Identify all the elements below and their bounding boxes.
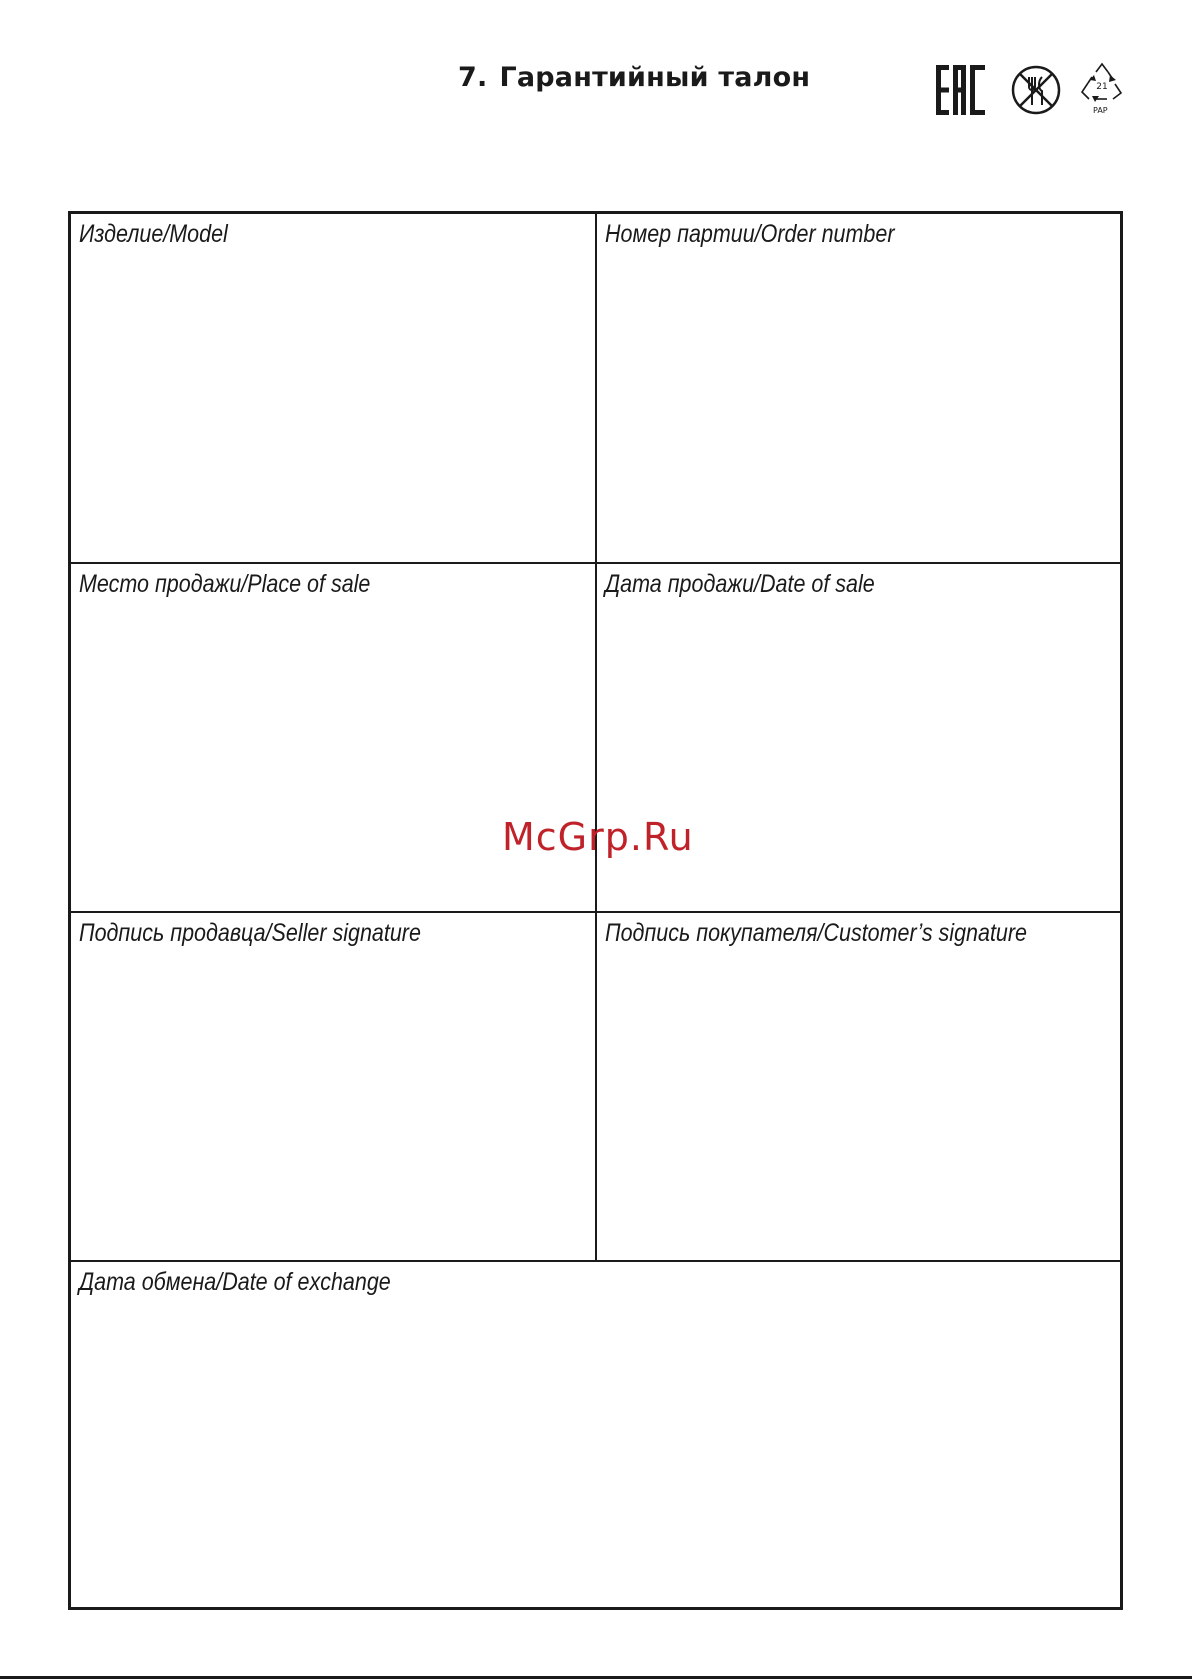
order-number-label: Номер партии/Order number [605, 220, 895, 248]
place-of-sale-label: Место продажи/Place of sale [79, 570, 371, 598]
order-number-field[interactable] [597, 214, 1120, 562]
date-of-exchange-field[interactable] [71, 1262, 1120, 1607]
customer-signature-label: Подпись покупателя/Customer’s signature [605, 919, 1028, 947]
warranty-card-form [68, 211, 1123, 1610]
not-food-contact-icon [1011, 65, 1061, 115]
date-of-sale-label: Дата продажи/Date of sale [605, 570, 875, 598]
model-field[interactable] [71, 214, 595, 562]
recycle-material-label: PAP [1093, 106, 1108, 115]
section-number: 7. [458, 62, 488, 93]
watermark: McGrp.Ru [502, 815, 694, 859]
recycle-code: 21 [1096, 82, 1108, 92]
seller-signature-label: Подпись продавца/Seller signature [79, 919, 421, 947]
page-title [458, 62, 810, 93]
seller-signature-field[interactable] [71, 913, 595, 1260]
model-label: Изделие/Model [79, 220, 228, 248]
eac-icon [936, 65, 986, 115]
date-of-exchange-label: Дата обмена/Date of exchange [79, 1268, 391, 1296]
customer-signature-field[interactable] [597, 913, 1120, 1260]
recycle-icon [1079, 62, 1125, 108]
section-title: Гарантийный талон [499, 62, 811, 93]
